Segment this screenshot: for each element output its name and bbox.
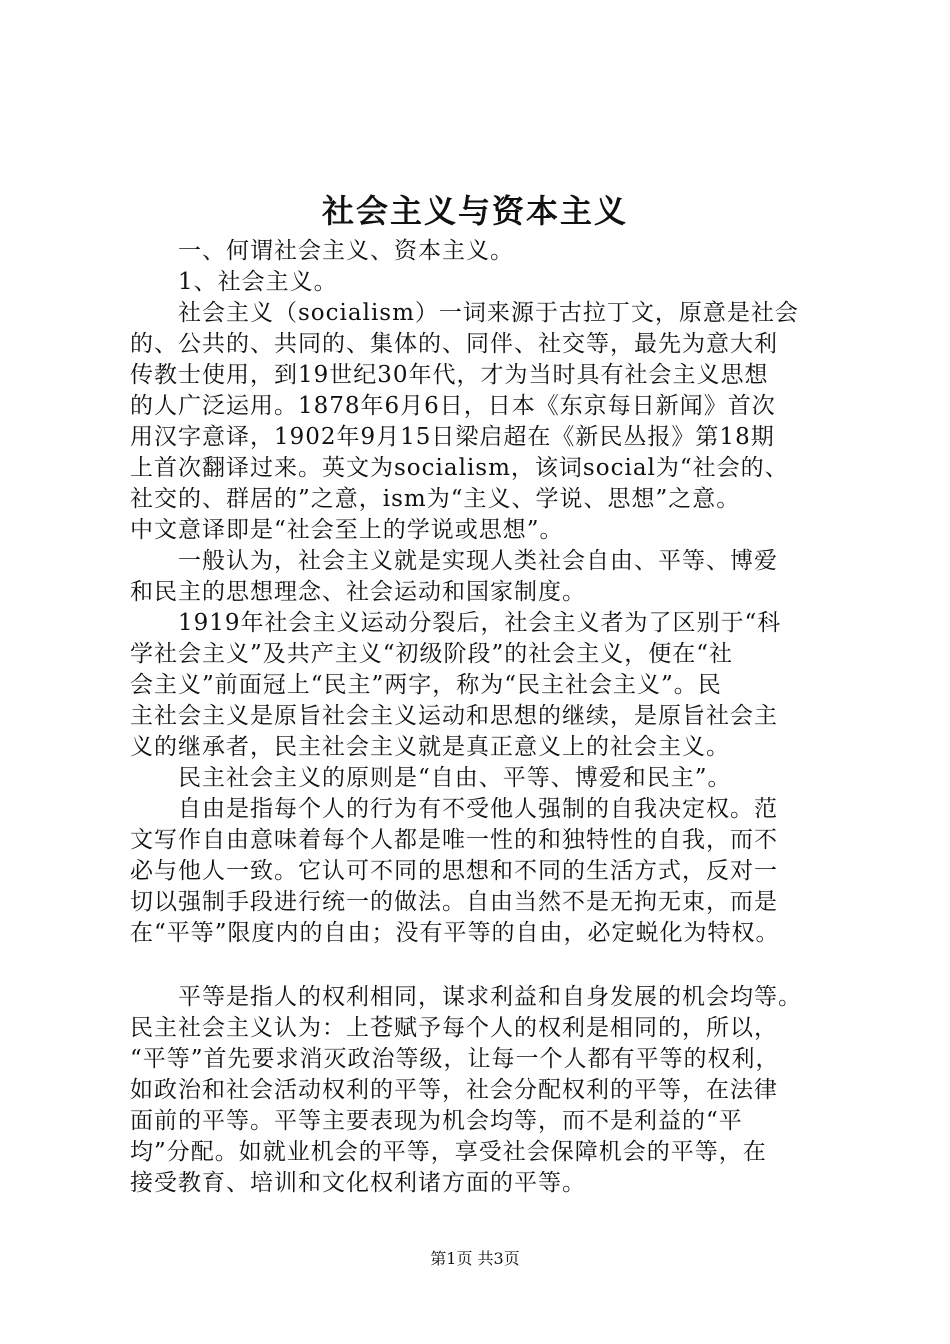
text-line: 中文意译即是“社会至上的学说或思想”。 (130, 517, 564, 543)
text-line: 1、社会主义。 (130, 269, 338, 295)
text-line: “平等”首先要求消灭政治等级，让每一个人都有平等的权利， (130, 1046, 780, 1072)
text-line: 的、公共的、共同的、集体的、同伴、社交等，最先为意大利 (130, 331, 778, 357)
text-line: 和民主的思想理念、社会运动和国家制度。 (130, 579, 586, 605)
text-line: 义的继承者，民主社会主义就是真正意义上的社会主义。 (130, 734, 730, 760)
text-line: 面前的平等。平等主要表现为机会均等，而不是利益的“平 (130, 1108, 743, 1134)
text-line: 文写作自由意味着每个人都是唯一性的和独特性的自我，而不 (130, 827, 778, 853)
text-line: 上首次翻译过来。英文为socialism，该词social为“社会的、 (130, 455, 789, 481)
text-line: 民主社会主义认为：上苍赋予每个人的权利是相同的，所以， (130, 1015, 778, 1041)
document-body (130, 236, 840, 1199)
text-line: 必与他人一致。它认可不同的思想和不同的生活方式，反对一 (130, 858, 778, 884)
text-line: 社交的、群居的”之意，ism为“主义、学说、思想”之意。 (130, 486, 741, 512)
text-line: 会主义”前面冠上“民主”两字，称为“民主社会主义”。民 (130, 672, 722, 698)
text-line: 学社会主义”及共产主义“初级阶段”的社会主义，便在“社 (130, 641, 734, 667)
text-line: 均”分配。如就业机会的平等，享受社会保障机会的平等，在 (130, 1139, 767, 1165)
text-line: 的人广泛运用。1878年6月6日，日本《东京每日新闻》首次 (130, 393, 776, 419)
text-line: 如政治和社会活动权利的平等，社会分配权利的平等，在法律 (130, 1077, 778, 1103)
text-line: 在“平等”限度内的自由；没有平等的自由，必定蜕化为特权。 (130, 920, 780, 946)
text-line: 一、何谓社会主义、资本主义。 (130, 238, 514, 264)
page-footer: 第1页 共3页 (430, 1249, 520, 1268)
document-title: 社会主义与资本主义 (321, 192, 628, 230)
text-line: 社会主义（socialism）一词来源于古拉丁文，原意是社会 (130, 300, 799, 326)
text-line: 接受教育、培训和文化权利诸方面的平等。 (130, 1170, 586, 1196)
text-line: 1919年社会主义运动分裂后，社会主义者为了区别于“科 (130, 610, 782, 636)
text-line: 民主社会主义的原则是“自由、平等、博爱和民主”。 (130, 765, 732, 791)
text-line: 自由是指每个人的行为有不受他人强制的自我决定权。范 (130, 796, 778, 822)
text-line: 切以强制手段进行统一的做法。自由当然不是无拘无束，而是 (130, 889, 778, 915)
text-line: 传教士使用，到19世纪30年代，才为当时具有社会主义思想 (130, 362, 769, 388)
text-line: 主社会主义是原旨社会主义运动和思想的继续，是原旨社会主 (130, 703, 778, 729)
text-line: 平等是指人的权利相同，谋求利益和自身发展的机会均等。 (130, 984, 802, 1010)
text-line: 用汉字意译，1902年9月15日梁启超在《新民丛报》第18期 (130, 424, 775, 450)
text-line: 一般认为，社会主义就是实现人类社会自由、平等、博爱 (130, 548, 778, 574)
paragraph-gap (130, 949, 840, 982)
